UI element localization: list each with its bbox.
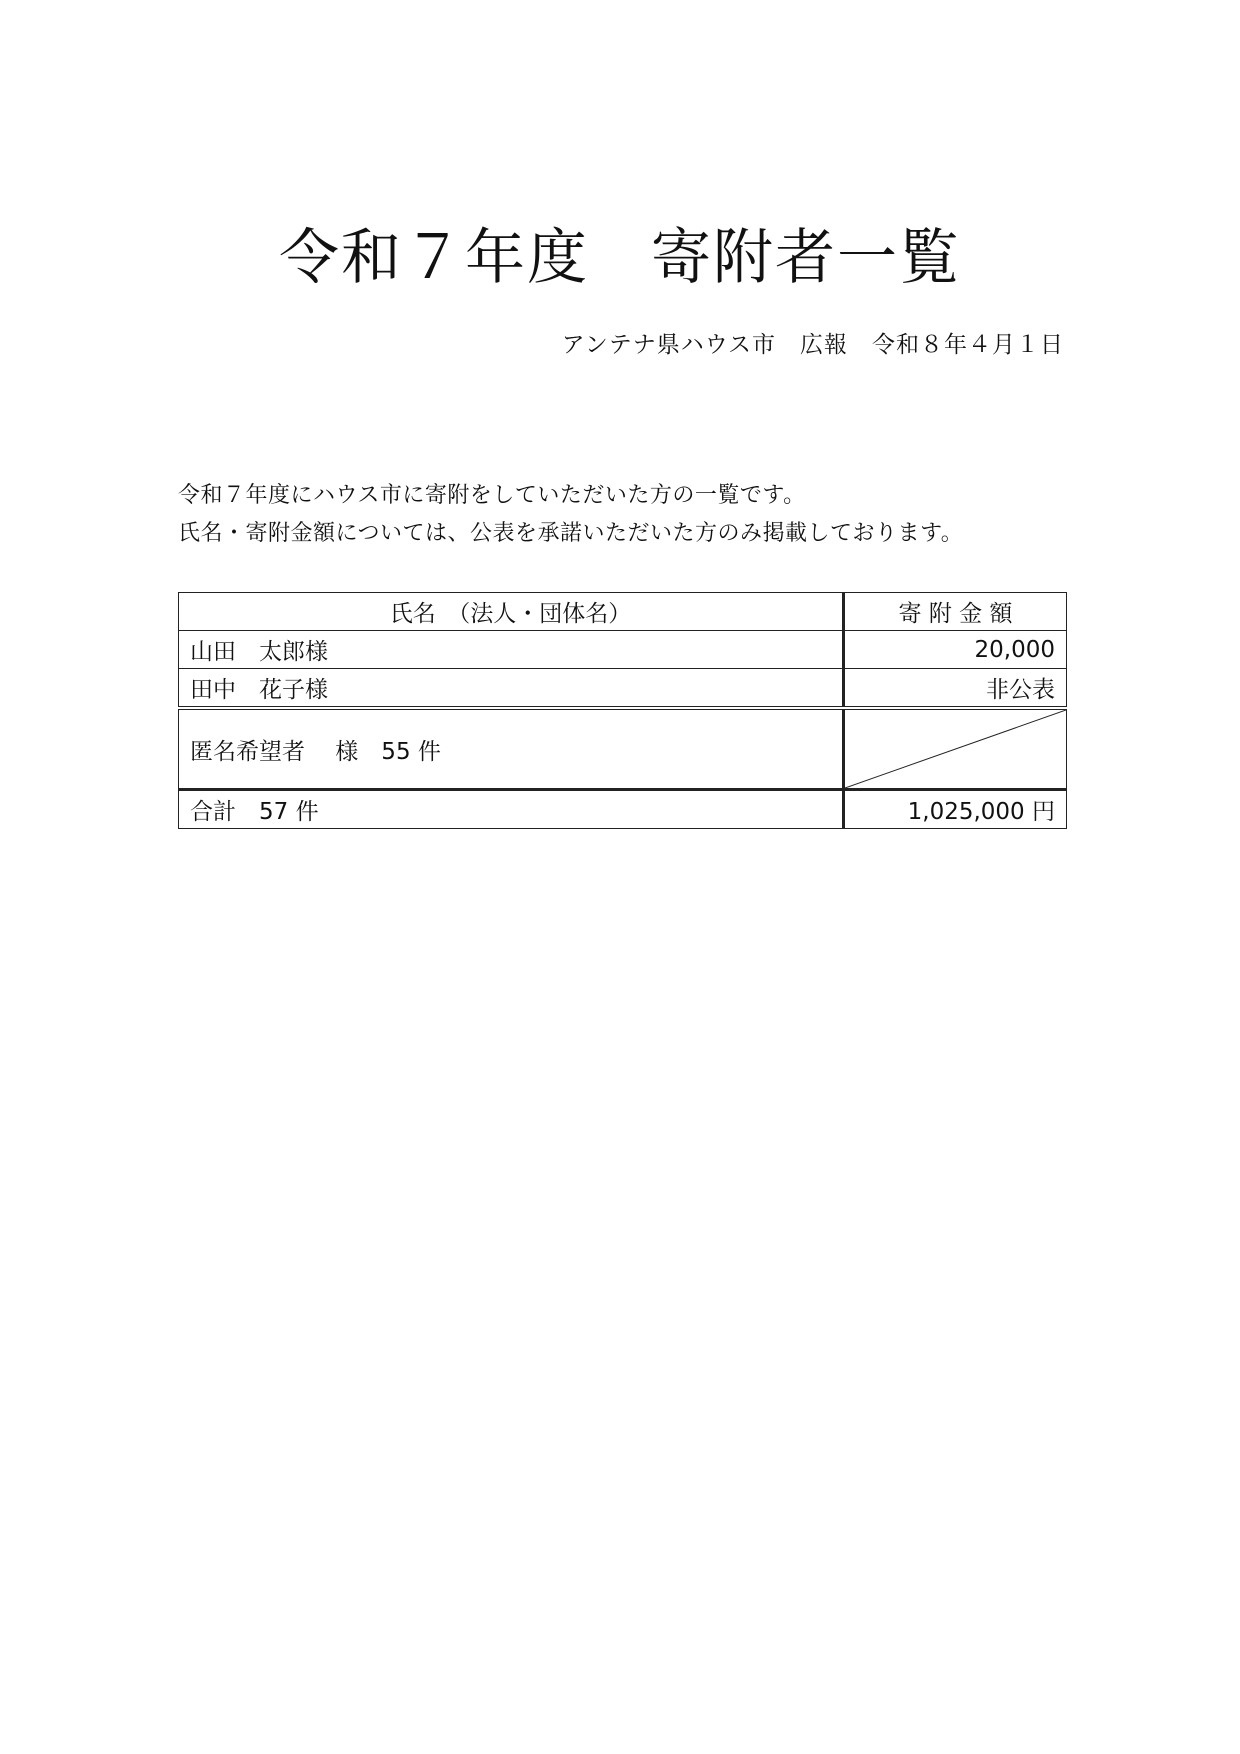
- header-name: 氏名 （法人・団体名）: [179, 593, 844, 631]
- donor-amount-cell: 非公表: [844, 669, 1067, 709]
- donor-amount-cell: 20,000: [844, 631, 1067, 669]
- diagonal-slash: [845, 710, 1066, 788]
- total-amount-cell: 1,025,000 円: [844, 790, 1067, 829]
- anonymous-name-cell: 匿名希望者 様 55 件: [179, 708, 844, 790]
- intro-line-1: 令和７年度にハウス市に寄附をしていただいた方の一覧です。: [178, 483, 806, 508]
- header-amount: 寄 附 金 額: [844, 593, 1067, 631]
- page-title: 令和７年度 寄附者一覧: [279, 223, 961, 293]
- table-header-row: [179, 593, 1067, 631]
- donor-name-cell: 田中 花子様: [179, 669, 844, 709]
- anonymous-amount-cell-diagonal: [844, 708, 1067, 790]
- intro-text: [178, 477, 963, 553]
- table-row: [179, 669, 1067, 709]
- table-row: [179, 631, 1067, 669]
- donor-table: [178, 592, 1067, 829]
- total-row: [179, 790, 1067, 829]
- donor-name-cell: 山田 太郎様: [179, 631, 844, 669]
- intro-line-2: 氏名・寄附金額については、公表を承諾いただいた方のみ掲載しております。: [178, 521, 964, 546]
- issuer-date-line: アンテナ県ハウス市 広報 令和８年４月１日: [561, 332, 1064, 358]
- anonymous-row: [179, 708, 1067, 790]
- total-label-cell: 合計 57 件: [179, 790, 844, 829]
